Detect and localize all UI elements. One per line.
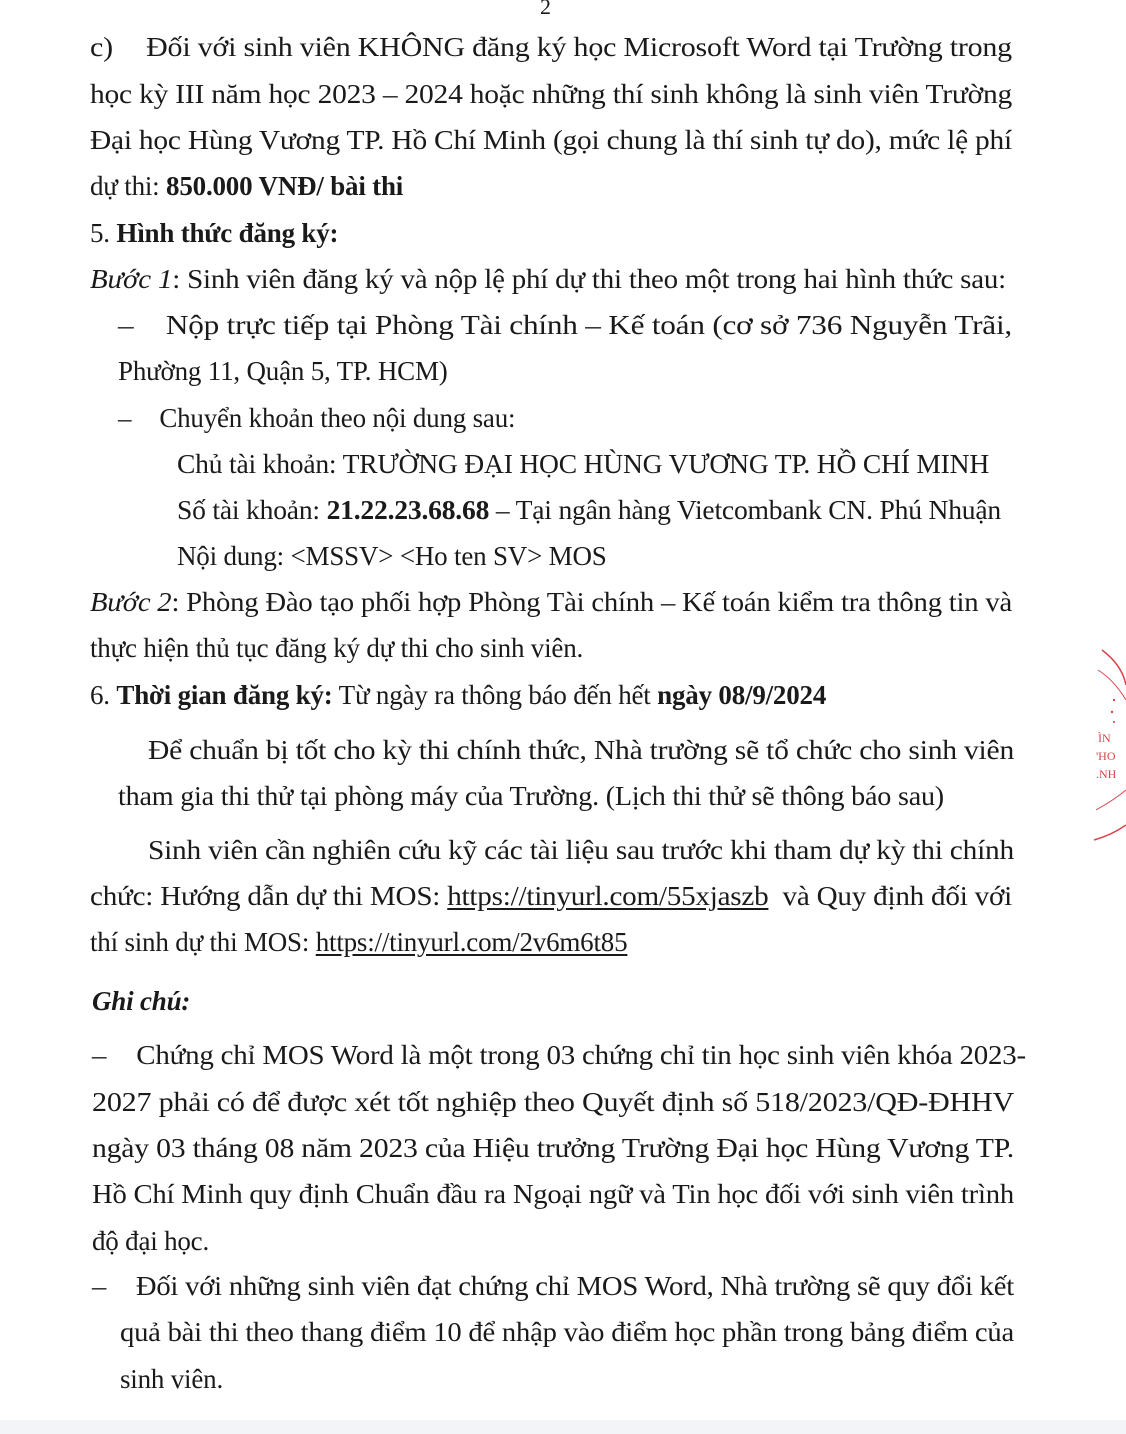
note-2-text: Đối với những sinh viên đạt chứng chỉ MOS Word, Nhà trường sẽ quy đổi kết xyxy=(135,1271,1015,1301)
section-6-number: 6. xyxy=(90,680,117,710)
account-number-line xyxy=(177,495,1001,526)
step-2-line-1 xyxy=(90,587,1012,618)
section-6-heading xyxy=(90,680,826,711)
notes-title-text: Ghi chú: xyxy=(92,986,191,1016)
resources-line-3 xyxy=(90,927,627,958)
rules-link[interactable]: https://tinyurl.com/2v6m6t85 xyxy=(315,927,628,957)
rules-label: thí sinh dự thi MOS: xyxy=(90,927,316,957)
page-number: 2 xyxy=(540,0,551,19)
option-1-text: Nộp trực tiếp tại Phòng Tài chính – Kế toán (cơ sở 736 Nguyễn Trãi, xyxy=(165,310,1013,340)
notes-title xyxy=(92,986,190,1017)
page-bottom-edge xyxy=(0,1420,1126,1434)
fee-label: dự thi: xyxy=(90,171,167,201)
seal-text-3: .NH xyxy=(1096,767,1117,781)
account-holder: Chủ tài khoản: TRƯỜNG ĐẠI HỌC HÙNG VƯƠNG TP. HỒ CHÍ MINH xyxy=(177,449,990,479)
step-2-label: Bước 2 xyxy=(90,587,172,617)
section-5-number: 5. xyxy=(90,218,117,248)
resources-line-1: Sinh viên cần nghiên cứu kỹ các tài liệu sau trước khi tham dự kỳ thi chính xyxy=(148,835,1014,865)
option-1-line-1 xyxy=(118,310,1012,341)
note-1-line-2: 2027 phải có để được xét tốt nghiệp theo Quyết định số 518/2023/QĐ-ĐHHV xyxy=(92,1087,1015,1117)
resources-line-2 xyxy=(90,881,1012,912)
bullet-dash: – xyxy=(92,1040,107,1070)
section-6-text: Từ ngày ra thông báo đến hết xyxy=(332,680,658,710)
section-c-line-2: học kỳ III năm học 2023 – 2024 hoặc những thí sinh không là sinh viên Trường xyxy=(90,79,1013,109)
note-2-line-1 xyxy=(92,1271,1014,1302)
step-2-line-2: thực hiện thủ tục đăng ký dự thi cho sinh viên. xyxy=(90,633,584,663)
registration-deadline: ngày 08/9/2024 xyxy=(657,680,827,710)
note-1-line-3: ngày 03 tháng 08 năm 2023 của Hiệu trưởng Trường Đại học Hùng Vương TP. xyxy=(92,1133,1014,1163)
option-2-line xyxy=(118,403,515,434)
bullet-dash: – xyxy=(118,310,134,340)
transfer-content: Nội dung: <MSSV> <Ho ten SV> MOS xyxy=(177,541,607,571)
section-5-title: Hình thức đăng ký: xyxy=(116,218,339,248)
note-2-line-3: sinh viên. xyxy=(120,1364,223,1394)
option-1-line-2: Phường 11, Quận 5, TP. HCM) xyxy=(118,356,448,386)
section-c-line-3: Đại học Hùng Vương TP. Hồ Chí Minh (gọi chung là thí sinh tự do), mức lệ phí xyxy=(90,125,1012,155)
mock-exam-line-1: Để chuẩn bị tốt cho kỳ thi chính thức, Nhà trường sẽ tổ chức cho sinh viên xyxy=(148,735,1015,765)
note-1-line-1 xyxy=(92,1040,1026,1071)
section-c-text-1: Đối với sinh viên KHÔNG đăng ký học Microsoft Word tại Trường trong xyxy=(146,32,1012,62)
account-number: 21.22.23.68.68 xyxy=(326,495,490,525)
official-seal-fragment xyxy=(1092,640,1126,850)
mock-exam-line-2: tham gia thi thử tại phòng máy của Trường. (Lịch thi thử sẽ thông báo sau) xyxy=(118,781,944,811)
step-1-line xyxy=(90,264,1006,295)
note-1-line-5: độ đại học. xyxy=(92,1226,210,1256)
step-2-text: : Phòng Đào tạo phối hợp Phòng Tài chính – Kế toán kiểm tra thông tin và xyxy=(171,587,1013,617)
step-1-label: Bước 1 xyxy=(90,264,173,294)
guide-link[interactable]: https://tinyurl.com/55xjaszb xyxy=(447,881,769,911)
bullet-dash: – xyxy=(92,1271,107,1301)
note-2-line-2: quả bài thi theo thang điểm 10 để nhập vào điểm học phần trong bảng điểm của xyxy=(120,1317,1014,1347)
section-c-line-4 xyxy=(90,171,403,202)
step-1-text: : Sinh viên đăng ký và nộp lệ phí dự thi theo một trong hai hình thức sau: xyxy=(172,264,1006,294)
account-bank: – Tại ngân hàng Vietcombank CN. Phú Nhuận xyxy=(489,495,1002,525)
section-c-line-1 xyxy=(90,32,1012,63)
account-number-label: Số tài khoản: xyxy=(177,495,327,525)
rules-label-start: và Quy định đối với xyxy=(768,881,1013,911)
option-2-text: Chuyển khoản theo nội dung sau: xyxy=(159,403,516,433)
note-1-line-4: Hồ Chí Minh quy định Chuẩn đầu ra Ngoại ngữ và Tin học đối với sinh viên trình xyxy=(92,1179,1014,1209)
seal-text-1: ÌN xyxy=(1098,731,1111,745)
seal-text-2: 'HO xyxy=(1096,749,1116,763)
bullet-dash: – xyxy=(118,403,132,433)
guide-label: chức: Hướng dẫn dự thi MOS: xyxy=(90,881,448,911)
seal-icon xyxy=(1092,640,1126,850)
section-6-title: Thời gian đăng ký: xyxy=(116,680,333,710)
section-5-heading xyxy=(90,218,338,249)
fee-amount: 850.000 VNĐ/ bài thi xyxy=(166,171,404,201)
section-c-label: c) xyxy=(90,32,113,62)
note-1-text: Chứng chỉ MOS Word là một trong 03 chứng chỉ tin học sinh viên khóa 2023- xyxy=(136,1040,1026,1070)
